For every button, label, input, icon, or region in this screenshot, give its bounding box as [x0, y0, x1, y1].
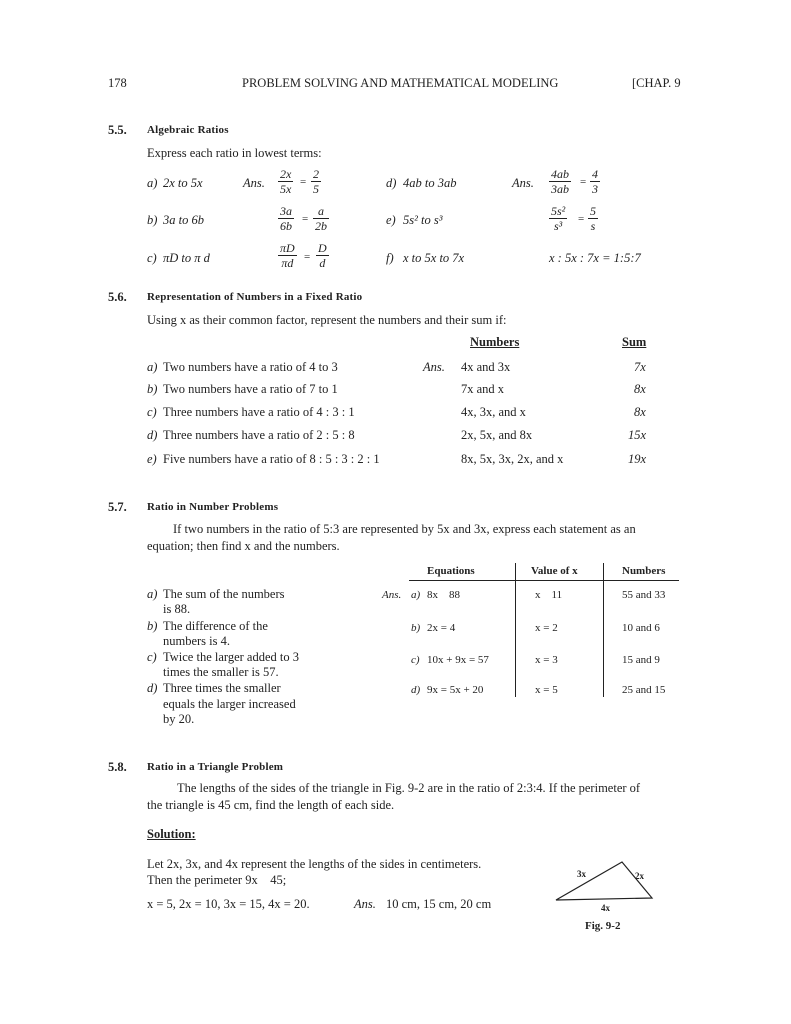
row-sum: 19x	[628, 452, 647, 466]
section-number: 5.8.	[108, 760, 127, 774]
numerator: 4ab	[551, 167, 569, 181]
numerator: 4	[592, 167, 598, 181]
row-text: Three numbers have a ratio of 2 : 5 : 8	[163, 428, 355, 442]
row-label: d)	[147, 681, 158, 695]
chapter-label: [CHAP. 9	[632, 76, 681, 90]
row-numbers: 7x and x	[461, 382, 505, 396]
item-label: d)	[386, 176, 397, 190]
equals-sign: =	[578, 213, 585, 225]
side-label-left: 3x	[577, 869, 586, 879]
solution-line-3: x = 5, 2x = 10, 3x = 15, 4x = 20.	[147, 897, 310, 911]
numerator: 2	[313, 167, 319, 181]
item-text: 2x to 5x	[163, 176, 203, 190]
denominator: 2b	[315, 219, 327, 233]
value-of-x: x 11	[535, 589, 563, 601]
intro-line-1: If two numbers in the ratio of 5:3 are represented by 5x and 3x, express each statement as an	[173, 522, 636, 536]
denominator: s	[588, 218, 598, 233]
side-label-right: 2x	[635, 871, 644, 881]
intro-line-2: the triangle is 45 cm, find the length of each side.	[147, 798, 395, 812]
ans-label: Ans.	[423, 360, 445, 374]
item-text: 3a to 6b	[163, 213, 204, 227]
item-text: πD to π d	[163, 251, 210, 265]
item-label: a)	[147, 176, 158, 190]
fraction	[588, 204, 598, 233]
item-label: e)	[386, 213, 396, 227]
row-line-1: Three times the smaller	[163, 681, 281, 695]
intro-line-1: The lengths of the sides of the triangle in Fig. 9-2 are in the ratio of 2:3:4. If the perimeter of	[177, 781, 641, 795]
fraction	[313, 204, 329, 233]
fraction	[311, 167, 321, 196]
item-text: 5s² to s³	[403, 213, 443, 227]
equals-sign: =	[304, 251, 311, 263]
row-label: d)	[147, 428, 158, 442]
fraction	[590, 167, 600, 196]
numerator: D	[318, 241, 327, 255]
row-label: a)	[147, 360, 158, 374]
fraction	[278, 167, 293, 196]
equals-sign: =	[300, 176, 307, 188]
numerator: a	[318, 204, 324, 218]
figure-caption: Fig. 9-2	[585, 920, 621, 932]
equation: 8x 88	[427, 589, 460, 601]
equation: 2x = 4	[427, 622, 456, 634]
row-sum: 7x	[634, 360, 646, 374]
solution-line-1: Let 2x, 3x, and 4x represent the lengths of the sides in centimeters.	[147, 857, 482, 871]
section-title: Algebraic Ratios	[147, 124, 229, 136]
table-rule	[409, 580, 679, 581]
row-numbers: 4x, 3x, and x	[461, 405, 526, 419]
table-divider	[603, 563, 604, 697]
numbers: 15 and 9	[622, 654, 660, 666]
value-of-x: x = 5	[535, 684, 558, 696]
numerator: 3a	[280, 204, 292, 218]
row-line-2: times the smaller is 57.	[163, 665, 279, 679]
row-label: e)	[147, 452, 157, 466]
fraction	[278, 241, 297, 270]
row-label: b)	[147, 619, 158, 633]
section-number: 5.6.	[108, 290, 127, 304]
row-sum: 8x	[634, 382, 646, 396]
row-line-1: The sum of the numbers	[163, 587, 285, 601]
row-sum: 15x	[628, 428, 647, 442]
section-title: Representation of Numbers in a Fixed Ratio	[147, 291, 363, 303]
row-line-2: is 88.	[163, 602, 191, 616]
eq-label: d)	[411, 684, 421, 696]
row-numbers: 4x and 3x	[461, 360, 511, 374]
section-title: Ratio in Number Problems	[147, 501, 279, 513]
row-text: Two numbers have a ratio of 7 to 1	[163, 382, 338, 396]
equation: 9x = 5x + 20	[427, 684, 484, 696]
solution-label: Solution:	[147, 827, 196, 841]
item-label: c)	[147, 251, 157, 265]
section-number: 5.5.	[108, 123, 127, 137]
value-of-x: x = 2	[535, 622, 558, 634]
row-numbers: 8x, 5x, 3x, 2x, and x	[461, 452, 564, 466]
denominator: s³	[549, 218, 567, 233]
numerator: πD	[280, 241, 295, 255]
row-label: c)	[147, 405, 157, 419]
row-label: b)	[147, 382, 158, 396]
row-sum: 8x	[634, 405, 646, 419]
denominator: 5	[313, 182, 319, 196]
numbers: 25 and 15	[622, 684, 666, 696]
side-label-bottom: 4x	[601, 903, 610, 913]
row-text: Three numbers have a ratio of 4 : 3 : 1	[163, 405, 355, 419]
instruction: Express each ratio in lowest terms:	[147, 146, 322, 160]
row-label: a)	[147, 587, 158, 601]
fraction	[278, 204, 294, 233]
ans-label: Ans.	[512, 176, 534, 190]
numbers: 55 and 33	[622, 589, 666, 601]
numerator: 5	[590, 204, 596, 218]
numerator: 5s²	[551, 204, 566, 218]
instruction: Using x as their common factor, represent the numbers and their sum if:	[147, 313, 507, 327]
denominator: 5x	[280, 182, 292, 196]
denominator: 3ab	[551, 182, 569, 196]
row-numbers: 2x, 5x, and 8x	[461, 428, 533, 442]
col-header-value: Value of x	[531, 565, 578, 577]
section-number: 5.7.	[108, 500, 127, 514]
fraction	[316, 241, 329, 270]
ans-label: Ans.	[382, 589, 402, 601]
denominator: 6b	[280, 219, 292, 233]
value-of-x: x = 3	[535, 654, 558, 666]
running-title: PROBLEM SOLVING AND MATHEMATICAL MODELING	[242, 76, 559, 90]
eq-label: a)	[411, 589, 421, 601]
equation: 10x + 9x = 57	[427, 654, 489, 666]
equals-sign: =	[580, 176, 587, 188]
item-text: 4ab to 3ab	[403, 176, 457, 190]
row-line-1: The difference of the	[163, 619, 268, 633]
row-line-1: Twice the larger added to 3	[163, 650, 299, 664]
row-text: Two numbers have a ratio of 4 to 3	[163, 360, 338, 374]
fraction	[549, 167, 571, 196]
denominator: 3	[592, 182, 598, 196]
denominator: πd	[278, 255, 297, 270]
numerator: 2x	[280, 167, 292, 181]
row-line-2: numbers is 4.	[163, 634, 231, 648]
section-title: Ratio in a Triangle Problem	[147, 761, 284, 773]
ans-label: Ans.	[354, 897, 376, 911]
row-text: Five numbers have a ratio of 8 : 5 : 3 : 2 : 1	[163, 452, 380, 466]
answer: x : 5x : 7x = 1:5:7	[549, 251, 641, 265]
answer: 10 cm, 15 cm, 20 cm	[386, 897, 492, 911]
col-header-sum: Sum	[622, 335, 647, 349]
item-label: b)	[147, 213, 158, 227]
item-text: x to 5x to 7x	[403, 251, 465, 265]
row-label: c)	[147, 650, 157, 664]
page-number: 178	[108, 76, 127, 90]
row-line-3: by 20.	[163, 712, 195, 726]
item-label: f)	[386, 251, 394, 265]
denominator: d	[316, 255, 329, 270]
col-header-numbers: Numbers	[470, 335, 520, 349]
fraction	[549, 204, 567, 233]
solution-line-2: Then the perimeter 9x 45;	[147, 873, 287, 887]
intro-line-2: equation; then find x and the numbers.	[147, 539, 340, 553]
equals-sign: =	[302, 213, 309, 225]
ans-label: Ans.	[243, 176, 265, 190]
col-header-equations: Equations	[427, 565, 475, 577]
eq-label: b)	[411, 622, 421, 634]
col-header-numbers: Numbers	[622, 565, 666, 577]
table-divider	[515, 563, 516, 697]
eq-label: c)	[411, 654, 420, 666]
numbers: 10 and 6	[622, 622, 660, 634]
row-line-2: equals the larger increased	[163, 697, 296, 711]
triangle-shape	[556, 862, 652, 900]
